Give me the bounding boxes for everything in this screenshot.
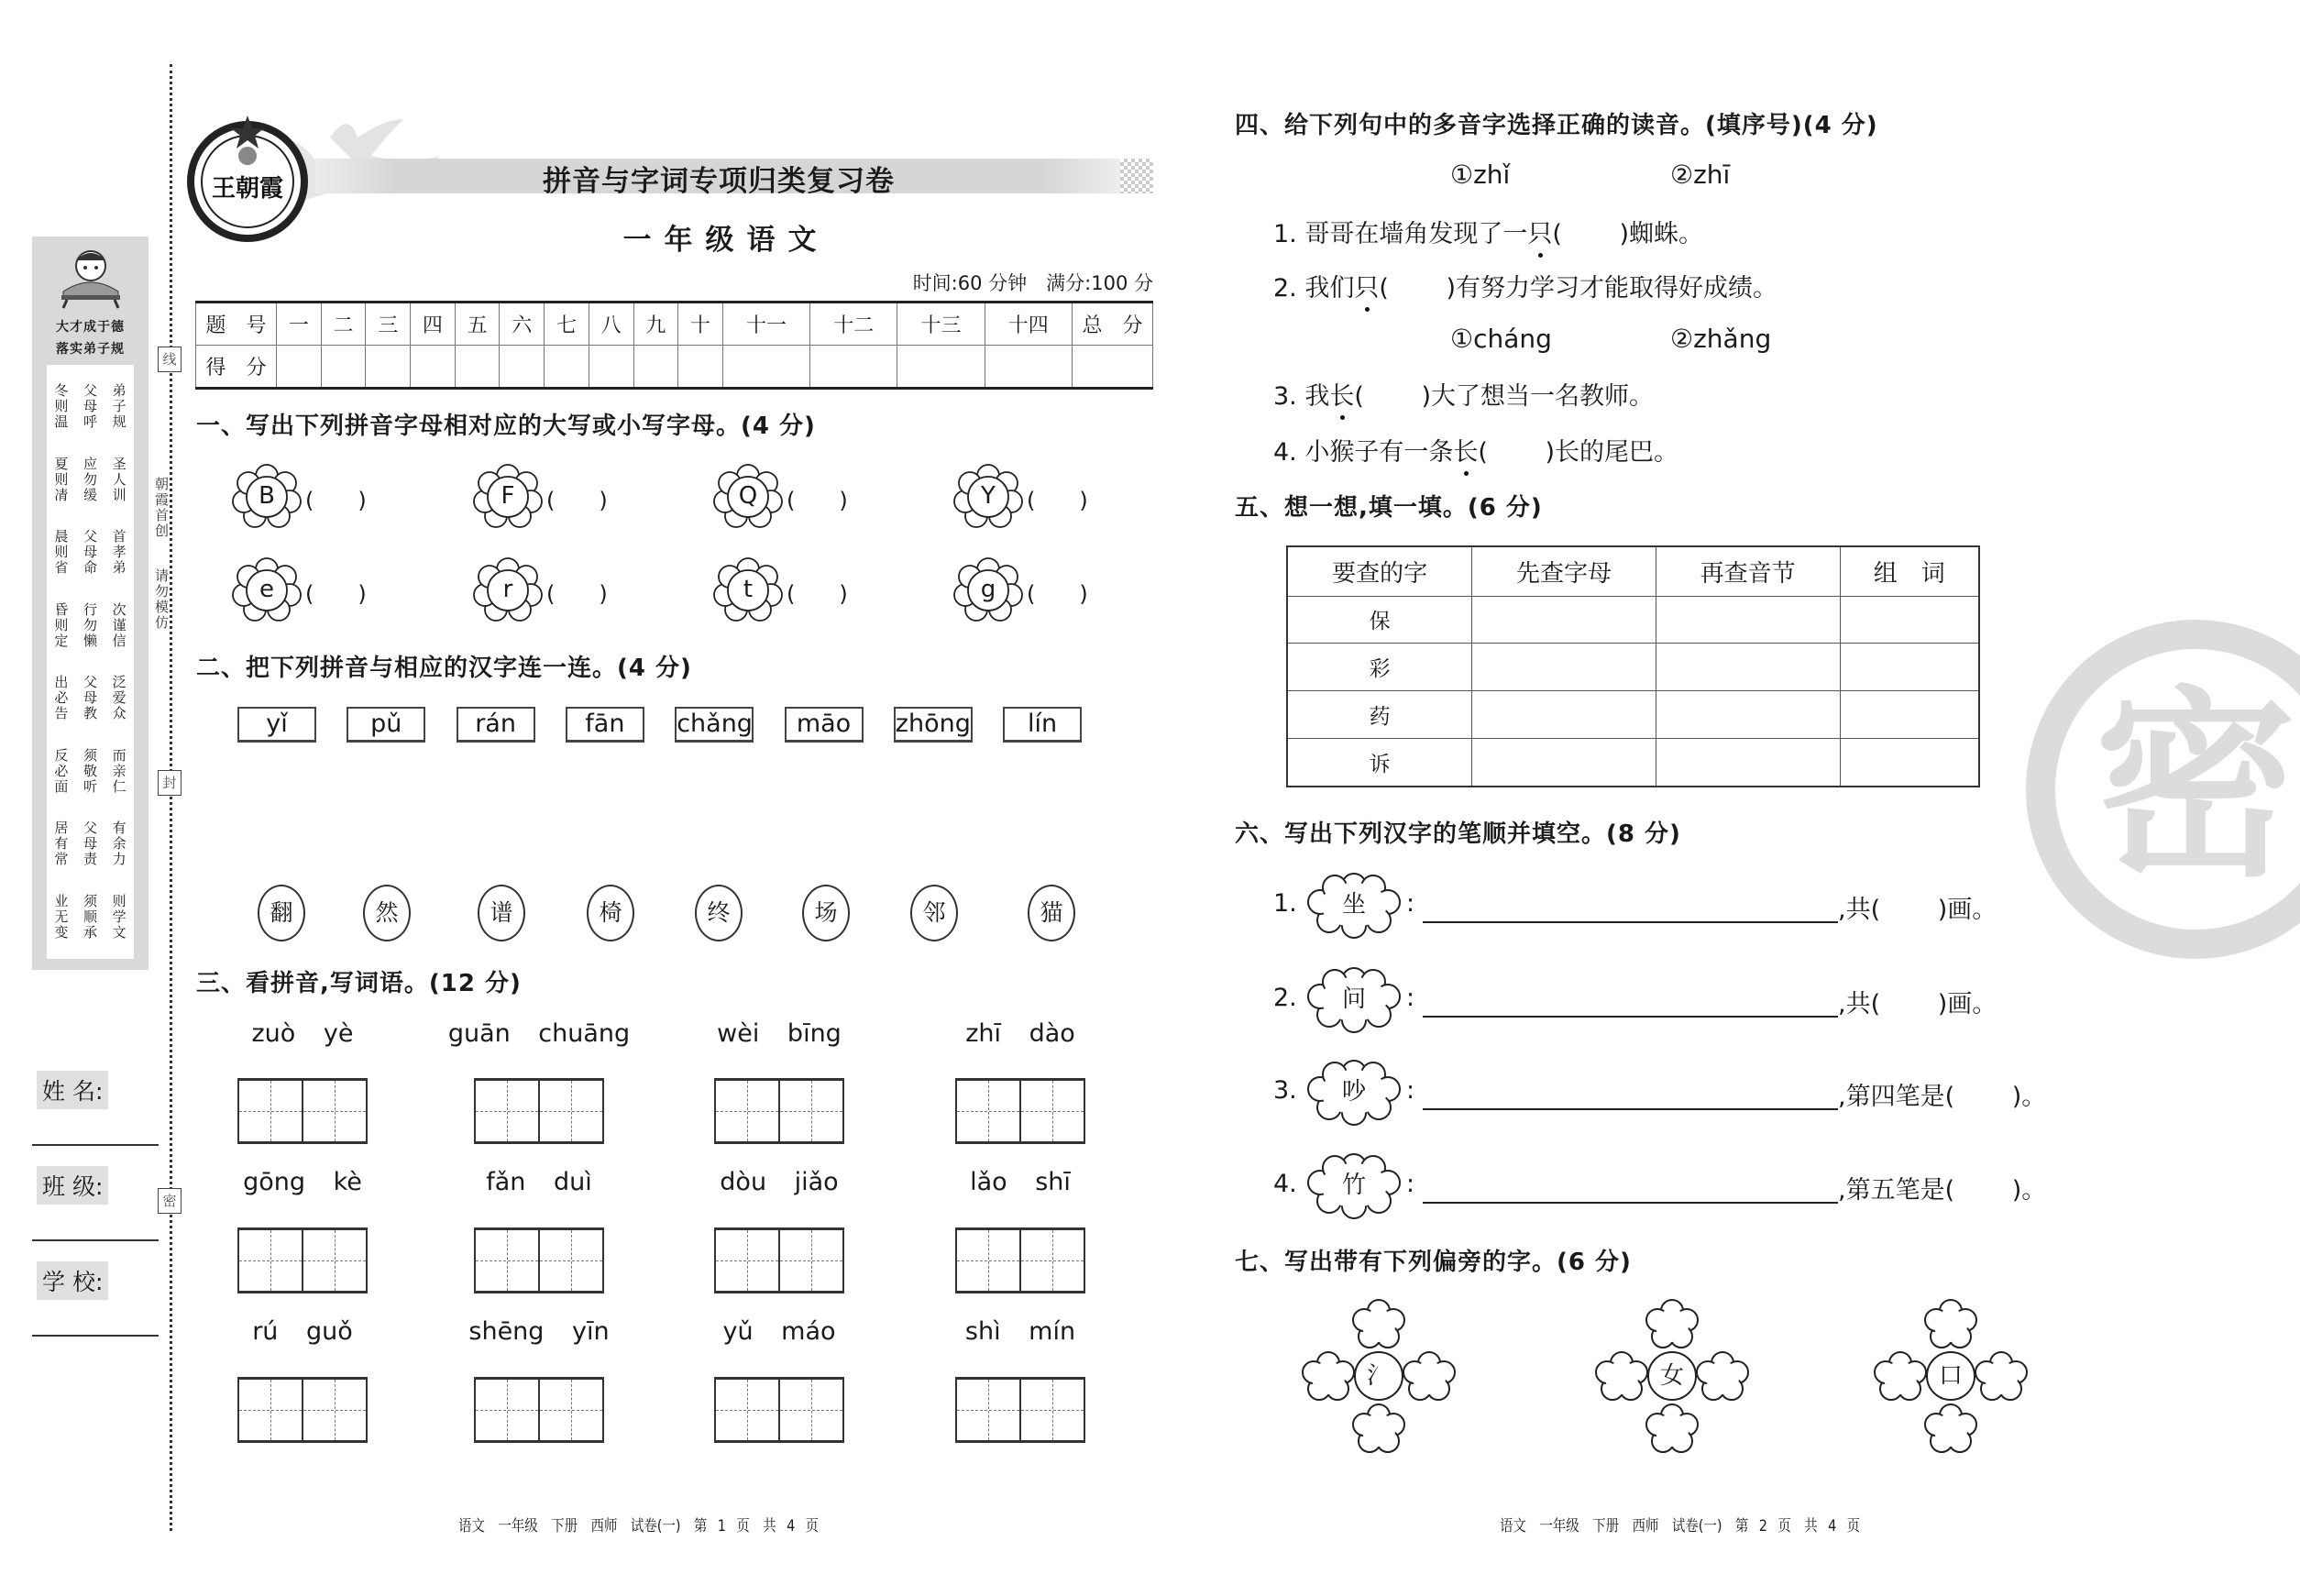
score-table-header-cell: 七 (545, 303, 589, 346)
tianzige-grid[interactable] (714, 1078, 844, 1144)
poem-column: 圣人训 (112, 455, 127, 503)
cloud-char (1304, 1058, 1404, 1126)
lookup-row (1287, 644, 1979, 691)
section6-heading: 六、写出下列汉字的笔顺并填空。(8 分) (1235, 820, 1681, 848)
hanzi-circle[interactable]: 翻 (258, 885, 305, 941)
lookup-answer-cell[interactable] (1656, 644, 1840, 691)
class-label: 班 级: (37, 1166, 108, 1205)
dizigui-sidebar (32, 237, 149, 970)
confidential-watermark (2026, 620, 2300, 959)
item-number: 4. (1273, 1170, 1297, 1198)
lookup-answer-cell[interactable] (1472, 691, 1656, 739)
answer-paren[interactable]: ( ) (787, 488, 848, 513)
stroke-question[interactable]: ,第四笔是( )。 (1838, 1083, 2047, 1111)
grid-cell[interactable] (303, 1380, 366, 1440)
poem-column: 须顺承 (83, 892, 97, 941)
lookup-row (1287, 738, 1979, 787)
score-input-cell[interactable] (678, 346, 723, 389)
poem-stanza (47, 748, 134, 795)
grid-cell[interactable] (957, 1081, 1021, 1141)
stroke-question[interactable]: ,共( )画。 (1838, 990, 1997, 1018)
pinyin-word: shì mín (964, 1317, 1076, 1346)
pinyin-box[interactable]: rán (457, 707, 535, 743)
grid-cell[interactable] (780, 1230, 842, 1291)
score-table-header-cell: 十二 (810, 303, 897, 346)
pinyin-box[interactable]: māo (785, 707, 864, 743)
pinyin-box[interactable]: pǔ (347, 707, 425, 743)
polyphone-char: 只 (1527, 220, 1553, 248)
grid-cell[interactable] (780, 1081, 842, 1141)
score-table-header-cell: 一 (277, 303, 322, 346)
poem-stanza (47, 529, 134, 576)
pinyin-word: rú guǒ (252, 1317, 353, 1346)
pinyin-word: fǎn duì (486, 1168, 592, 1196)
item-number: 1. (1273, 889, 1297, 918)
score-input-cell[interactable] (411, 346, 456, 389)
grid-cell[interactable] (716, 1081, 780, 1141)
logo-text: 王朝霞 (211, 175, 284, 203)
answer-blank[interactable]: ( )大了想当一名教师。 (1354, 382, 1654, 411)
grid-cell[interactable] (716, 1380, 780, 1440)
score-table-header-cell: 五 (455, 303, 500, 346)
polyphone-char: 长 (1453, 438, 1479, 467)
poem-column: 泛爱众 (112, 674, 127, 722)
lookup-header: 组 词 (1840, 546, 1979, 596)
tianzige-grid[interactable] (714, 1227, 844, 1293)
letter-flower (713, 464, 783, 528)
hanzi-circle[interactable]: 场 (802, 885, 850, 941)
letter-flower (953, 464, 1023, 528)
hanzi-circle[interactable]: 猫 (1028, 885, 1075, 941)
letter: g (980, 576, 996, 603)
tianzige-grid[interactable] (955, 1377, 1085, 1443)
pinyin-box[interactable]: yǐ (237, 707, 316, 743)
stroke-order-blank[interactable] (1423, 1016, 1838, 1018)
item-number: 2. (1273, 984, 1297, 1012)
grid-cell[interactable] (239, 1230, 303, 1291)
pinyin-word: shēng yīn (468, 1317, 610, 1346)
colon: : (1406, 1170, 1415, 1198)
score-input-cell[interactable] (277, 346, 322, 389)
score-input-cell[interactable] (810, 346, 897, 389)
student-reading-illustration (58, 246, 124, 310)
poem-column: 出必告 (54, 674, 69, 722)
tianzige-grid[interactable] (714, 1377, 844, 1443)
poem-column: 昏则定 (54, 600, 69, 649)
option-zhang3: ②zhǎng (1670, 324, 1772, 354)
footer-right: 语文 一年级 下册 西师 试卷(一) 第 2 页 共 4 页 (1500, 1517, 1861, 1535)
pinyin-box[interactable]: chǎng (675, 707, 754, 743)
radical-flower (1873, 1298, 2029, 1454)
binding-dotted-line (170, 64, 172, 1531)
poem-stanza (47, 602, 134, 649)
poem-column: 行勿懒 (83, 600, 97, 649)
radical-flower (1301, 1298, 1457, 1454)
poem-column: 业无变 (54, 892, 69, 941)
score-input-cell[interactable] (455, 346, 500, 389)
grid-cell[interactable] (716, 1230, 780, 1291)
answer-paren[interactable]: ( ) (787, 581, 848, 607)
name-label: 姓 名: (37, 1071, 108, 1109)
score-input-cell[interactable] (589, 346, 633, 389)
answer-blank[interactable]: ( )蜘蛛。 (1552, 220, 1703, 248)
score-table-header-cell: 四 (411, 303, 456, 346)
letter-flower (713, 557, 783, 622)
score-input-cell[interactable] (321, 346, 366, 389)
motto-line-2: 落实弟子规 (56, 342, 125, 357)
poem-column: 应勿缓 (83, 455, 97, 503)
score-input-cell[interactable] (897, 346, 985, 389)
lookup-header: 先查字母 (1472, 546, 1656, 596)
tianzige-grid[interactable] (474, 1377, 604, 1443)
tianzige-grid[interactable] (474, 1227, 604, 1293)
score-input-cell[interactable] (545, 346, 589, 389)
grid-cell[interactable] (303, 1081, 366, 1141)
stroke-question[interactable]: ,共( )画。 (1838, 896, 1997, 924)
lookup-answer-cell[interactable] (1656, 596, 1840, 644)
answer-paren[interactable]: ( ) (1027, 488, 1088, 513)
polyphone-char: 长 (1329, 382, 1355, 411)
section7-heading: 七、写出带有下列偏旁的字。(6 分) (1235, 1249, 1632, 1276)
lookup-char: 保 (1287, 596, 1472, 644)
radical-flower (1594, 1298, 1750, 1454)
score-table-header-cell: 十一 (722, 303, 809, 346)
grid-cell[interactable] (476, 1380, 540, 1440)
pinyin-word: gōng kè (243, 1168, 362, 1196)
answer-paren[interactable]: ( ) (546, 581, 608, 607)
copyright-notice-1: 朝霞首创 (153, 477, 170, 539)
binding-mark-mi: 密 (158, 1188, 182, 1214)
hanzi-circle[interactable]: 终 (695, 885, 743, 941)
score-table-header-cell: 九 (633, 303, 678, 346)
grid-cell[interactable] (476, 1230, 540, 1291)
pinyin-word: zhī dào (965, 1019, 1075, 1048)
target-char: 坐 (1341, 891, 1366, 919)
score-table-header-cell: 八 (589, 303, 633, 346)
colon: : (1406, 889, 1415, 918)
watermark-text: 密 (2094, 669, 2296, 904)
radical: 氵 (1366, 1362, 1391, 1390)
lookup-header: 要查的字 (1287, 546, 1472, 596)
letter: Q (738, 482, 758, 510)
stroke-question[interactable]: ,第五笔是( )。 (1838, 1176, 2047, 1205)
answer-paren[interactable]: ( ) (1027, 581, 1088, 607)
hanzi-circle[interactable]: 然 (363, 885, 411, 941)
grid-cell[interactable] (957, 1230, 1021, 1291)
question-text: 1. 哥哥在墙角发现了一 (1273, 220, 1528, 248)
answer-blank[interactable]: ( )长的尾巴。 (1478, 438, 1678, 467)
score-table (195, 301, 1153, 390)
radical: 口 (1938, 1362, 1963, 1390)
lookup-char: 药 (1287, 691, 1472, 739)
grid-cell[interactable] (1021, 1081, 1084, 1141)
title-bar-texture (1120, 159, 1153, 193)
score-table-header-cell: 二 (321, 303, 366, 346)
dizigui-poem (47, 365, 134, 959)
grid-cell[interactable] (303, 1230, 366, 1291)
cloud-char (1304, 1151, 1404, 1219)
pinyin-box[interactable]: zhōng (894, 707, 973, 743)
target-char: 问 (1341, 985, 1366, 1013)
poem-column: 父母命 (83, 528, 97, 577)
lookup-char: 诉 (1287, 738, 1472, 787)
dictionary-lookup-table (1286, 545, 1980, 787)
tianzige-grid[interactable] (237, 1377, 368, 1443)
poem-column: 而亲仁 (112, 746, 127, 795)
radical: 女 (1659, 1362, 1684, 1390)
score-table-header-cell: 总 分 (1073, 303, 1153, 346)
footer-left: 语文 一年级 下册 西师 试卷(一) 第 1 页 共 4 页 (458, 1517, 820, 1535)
letter: e (259, 576, 274, 603)
grid-cell[interactable] (239, 1380, 303, 1440)
section1-heading: 一、写出下列拼音字母相对应的大写或小写字母。(4 分) (196, 413, 816, 440)
poem-stanza (47, 383, 134, 430)
lookup-answer-cell[interactable] (1472, 738, 1656, 787)
poem-column: 晨则省 (54, 528, 69, 577)
polyphone-char: 只 (1354, 274, 1380, 303)
target-char: 吵 (1341, 1078, 1366, 1106)
pinyin-box[interactable]: fān (566, 707, 644, 743)
pinyin-word: zuò yè (251, 1019, 354, 1048)
answer-paren[interactable]: ( ) (546, 488, 608, 513)
poem-column: 居有常 (54, 820, 69, 868)
score-table-header-cell: 题 号 (196, 303, 277, 346)
stroke-order-blank[interactable] (1423, 1202, 1838, 1204)
poem-column: 次谨信 (112, 600, 127, 649)
poem-column: 首孝弟 (112, 528, 127, 577)
letter: B (259, 482, 275, 510)
letter: t (743, 576, 754, 603)
hanzi-circle[interactable]: 椅 (587, 885, 634, 941)
lookup-header: 再查音节 (1656, 546, 1840, 596)
score-table-header-cell: 十三 (897, 303, 985, 346)
tianzige-grid[interactable] (237, 1078, 368, 1144)
pinyin-word: guān chuāng (447, 1019, 631, 1048)
grid-cell[interactable] (780, 1380, 842, 1440)
polyphone-question (1273, 268, 1777, 303)
poem-column: 父母教 (83, 674, 97, 722)
poem-stanza (47, 675, 134, 721)
poem-column: 须敬听 (83, 746, 97, 795)
lookup-answer-cell[interactable] (1472, 596, 1656, 644)
answer-blank[interactable]: ( )有努力学习才能取得好成绩。 (1379, 274, 1777, 303)
score-input-cell[interactable] (633, 346, 678, 389)
option-chang2: ①cháng (1450, 324, 1552, 354)
question-text: 2. 我们 (1273, 274, 1355, 303)
polyphone-question (1273, 214, 1703, 249)
poem-stanza (47, 457, 134, 503)
pinyin-word: yǔ máo (722, 1317, 836, 1346)
school-label: 学 校: (37, 1261, 108, 1300)
hanzi-circle[interactable]: 谱 (478, 885, 525, 941)
poem-column: 父母呼 (83, 382, 97, 431)
section5-heading: 五、想一想,填一填。(6 分) (1235, 494, 1543, 522)
pinyin-word: lǎo shī (970, 1168, 1071, 1196)
binding-mark-feng: 封 (158, 770, 182, 796)
copyright-notice-2: 请勿模仿 (153, 568, 170, 631)
lookup-answer-cell[interactable] (1472, 644, 1656, 691)
score-table-header-cell: 六 (500, 303, 545, 346)
grid-cell[interactable] (476, 1081, 540, 1141)
poem-column: 反必面 (54, 746, 69, 795)
letter-flower (953, 557, 1023, 622)
letter: Y (981, 482, 996, 510)
poem-column: 冬则温 (54, 382, 69, 431)
motto-line-1: 大才成于德 (56, 320, 125, 335)
option-zhi1: ②zhī (1670, 160, 1731, 190)
grid-cell[interactable] (239, 1081, 303, 1141)
answer-paren[interactable]: ( ) (305, 488, 367, 513)
poem-column: 则学文 (112, 892, 127, 941)
question-text: 3. 我 (1273, 382, 1330, 411)
score-table-header-cell: 十 (678, 303, 723, 346)
section2-heading: 二、把下列拼音与相应的汉字连一连。(4 分) (196, 655, 692, 682)
cloud-char (1304, 965, 1404, 1033)
poem-column: 弟子规 (112, 382, 127, 431)
lookup-answer-cell[interactable] (1840, 596, 1979, 644)
grid-cell[interactable] (540, 1081, 602, 1141)
colon: : (1406, 1076, 1415, 1105)
cloud-char (1304, 871, 1404, 939)
grid-cell[interactable] (1021, 1230, 1084, 1291)
score-row-label: 得 分 (196, 346, 277, 389)
lookup-answer-cell[interactable] (1840, 691, 1979, 739)
wangzhaoxia-logo (183, 108, 312, 246)
pinyin-word: wèi bīng (717, 1019, 842, 1048)
score-input-cell[interactable] (1073, 346, 1153, 389)
target-char: 竹 (1341, 1172, 1366, 1199)
tianzige-grid[interactable] (474, 1078, 604, 1144)
grade-subject: 一年级语文 (622, 224, 830, 257)
score-table-header-row (196, 303, 1153, 346)
pinyin-box[interactable]: lín (1003, 707, 1082, 743)
hanzi-circle[interactable]: 邻 (910, 885, 958, 941)
lookup-row (1287, 596, 1979, 644)
section4-heading: 四、给下列句中的多音字选择正确的读音。(填序号)(4 分) (1235, 112, 1878, 139)
score-table-header-cell: 三 (366, 303, 411, 346)
grid-cell[interactable] (540, 1380, 602, 1440)
letter-flower (473, 557, 543, 622)
lookup-row (1287, 691, 1979, 739)
polyphone-question (1273, 432, 1678, 468)
lookup-header-row (1287, 546, 1979, 596)
school-field[interactable] (32, 1335, 159, 1337)
pinyin-word: dòu jiǎo (720, 1168, 839, 1196)
time-and-score: 时间:60 分钟 满分:100 分 (912, 272, 1153, 294)
tianzige-grid[interactable] (955, 1078, 1085, 1144)
score-input-cell[interactable] (722, 346, 809, 389)
poem-column: 父母责 (83, 820, 97, 868)
score-input-cell[interactable] (500, 346, 545, 389)
item-number: 3. (1273, 1076, 1297, 1105)
tianzige-grid[interactable] (955, 1227, 1085, 1293)
tianzige-grid[interactable] (237, 1227, 368, 1293)
section3-heading: 三、看拼音,写词语。(12 分) (196, 970, 522, 997)
name-field[interactable] (32, 1144, 159, 1146)
lookup-answer-cell[interactable] (1656, 738, 1840, 787)
letter: F (501, 482, 515, 510)
score-table-score-row (196, 346, 1153, 389)
grid-cell[interactable] (1021, 1380, 1084, 1440)
lookup-answer-cell[interactable] (1840, 738, 1979, 787)
score-input-cell[interactable] (366, 346, 411, 389)
letter-flower (232, 464, 302, 528)
poem-column: 夏则凊 (54, 455, 69, 503)
answer-paren[interactable]: ( ) (305, 581, 367, 607)
lookup-answer-cell[interactable] (1840, 644, 1979, 691)
lookup-char: 彩 (1287, 644, 1472, 691)
binding-mark-xian: 线 (158, 347, 182, 372)
stroke-order-blank[interactable] (1423, 921, 1838, 923)
score-input-cell[interactable] (985, 346, 1072, 389)
letter: r (502, 576, 513, 603)
grid-cell[interactable] (957, 1380, 1021, 1440)
score-table-header-cell: 十四 (985, 303, 1072, 346)
polyphone-question (1273, 376, 1654, 412)
lookup-answer-cell[interactable] (1656, 691, 1840, 739)
exam-title: 拼音与字词专项归类复习卷 (543, 165, 895, 198)
option-zhi3: ①zhǐ (1450, 160, 1511, 190)
colon: : (1406, 984, 1415, 1012)
poem-stanza (47, 894, 134, 941)
question-text: 4. 小猴子有一条 (1273, 438, 1454, 467)
class-field[interactable] (32, 1239, 159, 1241)
letter-flower (473, 464, 543, 528)
stroke-order-blank[interactable] (1423, 1108, 1838, 1110)
grid-cell[interactable] (540, 1230, 602, 1291)
letter-flower (232, 557, 302, 622)
poem-stanza (47, 820, 134, 867)
poem-column: 有余力 (112, 820, 127, 868)
